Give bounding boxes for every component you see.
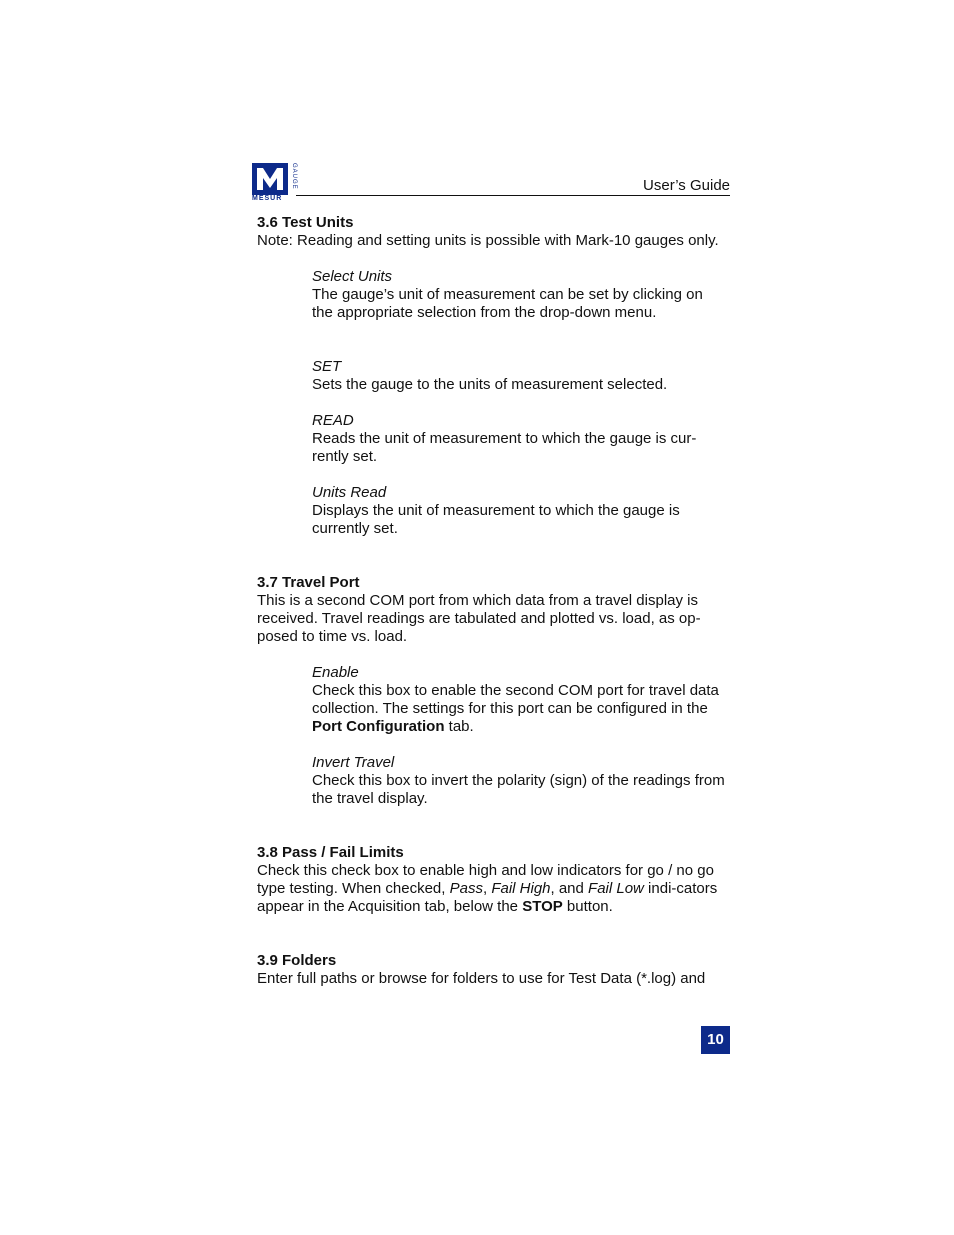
s38-sep-1: , [482, 880, 492, 897]
section-3-7-heading: 3.7 Travel Port [257, 574, 360, 591]
s38-sep-2: , and [550, 880, 589, 897]
section-3-8-text [257, 862, 727, 916]
select-units-block [312, 268, 727, 322]
set-desc: Sets the gauge to the units of measurement selected. [312, 376, 668, 393]
set-block [312, 358, 727, 394]
port-configuration-ref: Port Configuration [312, 718, 445, 735]
logo-m-glyph [256, 167, 284, 191]
units-read-block [312, 484, 727, 538]
mesur-gauge-logo [252, 163, 296, 203]
page-content [257, 214, 727, 988]
enable-desc-part-2: tab. [444, 718, 474, 735]
select-units-desc: The gauge’s unit of measurement can be set by clicking on the appropriate selection from the drop-down menu. [312, 286, 703, 321]
section-3-6-note: Note: Reading and setting units is possible with Mark-10 gauges only. [257, 232, 719, 249]
enable-desc-part-1: Check this box to enable the second COM port for travel data collection. The settings for this port can be configured in the [312, 682, 719, 717]
s38-part-1: Check this check box to enable high and low indicators for go / no go type testing. When checked, [257, 862, 714, 897]
header-rule [296, 195, 730, 196]
fail-high-term: Fail High [491, 880, 551, 897]
stop-button-ref: STOP [522, 898, 563, 915]
read-term: READ [312, 412, 354, 429]
invert-travel-term: Invert Travel [312, 754, 395, 771]
logo-m-box [252, 163, 288, 195]
section-3-6-heading: 3.6 Test Units [257, 214, 354, 231]
enable-desc [312, 682, 727, 736]
s38-part-2: indi-cators appear in the Acquisition tab, below the [257, 880, 718, 915]
invert-travel-block [312, 754, 727, 808]
invert-travel-desc: Check this box to invert the polarity (sign) of the readings from the travel display. [312, 772, 725, 807]
section-3-8-heading: 3.8 Pass / Fail Limits [257, 844, 404, 861]
units-read-term: Units Read [312, 484, 387, 501]
pass-term: Pass [449, 880, 483, 897]
logo-side-text: GAUGE [291, 163, 297, 190]
section-3-7-text: This is a second COM port from which data from a travel display is received. Travel readings are tabulated and plotted vs. load, as op-posed to time vs. load. [257, 592, 701, 645]
section-3-9-text: Enter full paths or browse for folders to use for Test Data (*.log) and [257, 970, 706, 987]
units-read-desc: Displays the unit of measurement to which the gauge is currently set. [312, 502, 680, 537]
s38-part-3: button. [562, 898, 613, 915]
select-units-term: Select Units [312, 268, 393, 285]
read-block [312, 412, 727, 466]
set-term: SET [312, 358, 342, 375]
read-desc: Reads the unit of measurement to which the gauge is cur-rently set. [312, 430, 697, 465]
page-number: 10 [701, 1026, 730, 1054]
enable-term: Enable [312, 664, 359, 681]
logo-text: MESUR [252, 195, 283, 202]
running-header: User’s Guide [643, 177, 730, 194]
fail-low-term: Fail Low [588, 880, 644, 897]
section-3-9-heading: 3.9 Folders [257, 952, 337, 969]
enable-block [312, 664, 727, 736]
